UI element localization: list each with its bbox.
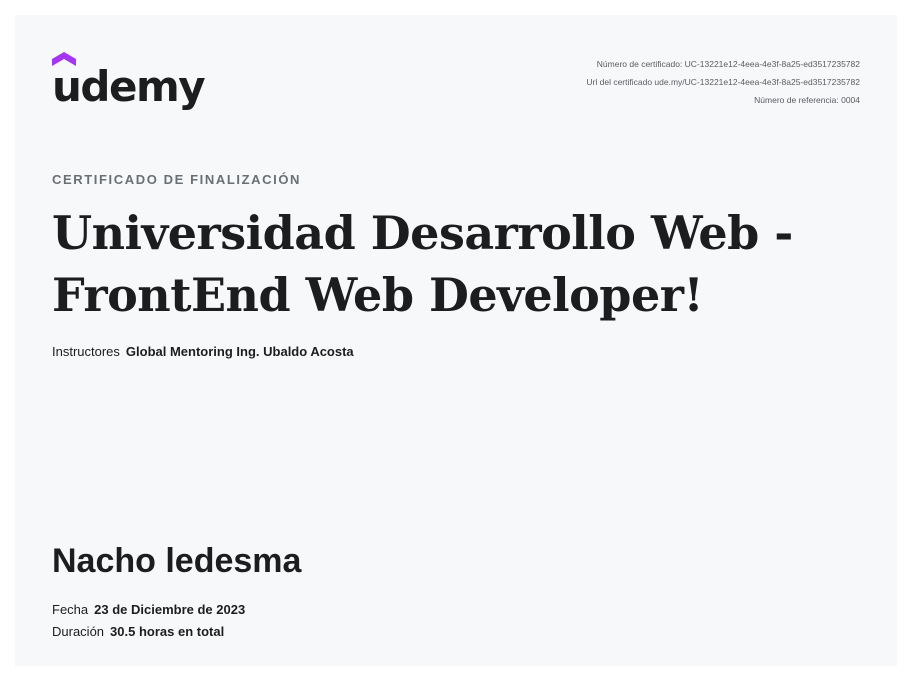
udemy-logo [52,52,212,112]
certificate-number: Número de certificado: UC-13221e12-4eea-4e3f-8a25-ed3517235782 [596,59,860,69]
reference-number: Número de referencia: 0004 [754,95,860,105]
completion-details [52,599,245,643]
certificate-url: Url del certificado ude.my/UC-13221e12-4eea-4e3f-8a25-ed3517235782 [586,77,860,87]
duration-label: Duración [52,624,105,639]
date-value: 23 de Diciembre de 2023 [94,602,246,617]
instructors-value: Global Mentoring Ing. Ubaldo Acosta [125,344,354,359]
duration-line [52,621,245,643]
instructors-line [52,344,354,359]
date-line [52,599,245,621]
certificate-meta [586,55,860,109]
course-title: Universidad Desarrollo Web - FrontEnd Web Developer! [52,206,793,322]
certificate [15,15,897,666]
duration-value: 30.5 horas en total [110,624,225,639]
logo-text: udemy [52,62,205,111]
date-label: Fecha [52,602,89,617]
instructors-label: Instructores [52,344,120,359]
recipient-name: Nacho ledesma [52,542,302,580]
certificate-eyebrow: CERTIFICADO DE FINALIZACIÓN [52,172,302,187]
